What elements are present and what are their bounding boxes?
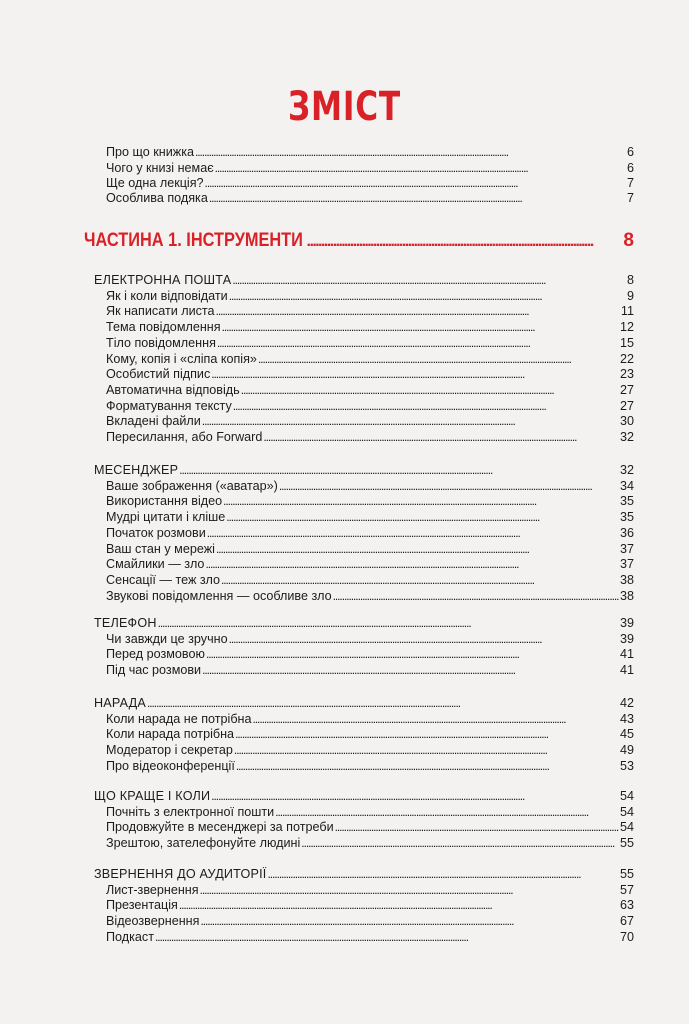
toc-entry-page-number: 15 (619, 335, 634, 350)
toc-entry-label: Як і коли відповідати (106, 288, 228, 303)
intro-entry-label: Особлива подяка (106, 191, 208, 205)
toc-entry (106, 413, 634, 429)
dot-leader (232, 272, 626, 288)
toc-entry (106, 429, 634, 445)
toc-entry (106, 804, 634, 820)
toc-entry-page-number: 27 (619, 382, 634, 397)
toc-entry-page-number: 49 (619, 743, 634, 758)
toc-entry-label: Тіло повідомлення (106, 335, 216, 350)
dot-leader (205, 556, 619, 572)
dot-leader (335, 819, 619, 835)
part-heading (84, 228, 634, 254)
section-heading-page-number: 54 (619, 789, 634, 803)
toc-entry-page-number: 57 (619, 882, 634, 897)
toc-entry (106, 646, 634, 662)
toc-entry-page-number: 41 (619, 663, 634, 678)
section-heading-label: НАРАДА (94, 696, 146, 710)
toc-entry (106, 351, 634, 367)
toc-entry-label: Як написати листа (106, 304, 215, 319)
dot-leader (333, 588, 619, 604)
intro-entry (106, 160, 634, 176)
toc-entry-page-number: 55 (619, 836, 634, 851)
toc-entry (106, 556, 634, 572)
toc-entry-page-number: 36 (619, 525, 634, 540)
section-heading-label: ЕЛЕКТРОННА ПОШТА (94, 273, 232, 287)
section-heading (94, 462, 634, 478)
intro-entry-label: Про що книжка (106, 145, 194, 159)
dot-leader (179, 462, 619, 478)
dot-leader (155, 929, 619, 945)
toc-entry-page-number: 45 (619, 727, 634, 742)
toc-entry-label: Зрештою, зателефонуйте людині (106, 836, 301, 851)
section-heading-page-number: 42 (619, 696, 634, 710)
toc-entry (106, 662, 634, 678)
toc-entry-page-number: 11 (620, 304, 634, 319)
dot-leader (234, 742, 619, 758)
toc-entry (106, 572, 634, 588)
toc-entry-page-number: 34 (619, 478, 634, 493)
toc-entry-label: Презентація (106, 898, 178, 913)
dot-leader (268, 866, 619, 882)
toc-entry-page-number: 67 (619, 914, 634, 929)
intro-entry-label: Ще одна лекція? (106, 176, 204, 190)
toc-entry (106, 478, 634, 494)
toc-entry-page-number: 70 (619, 929, 634, 944)
toc-entry-page-number: 35 (619, 494, 634, 509)
dot-leader (195, 144, 626, 160)
section-heading (94, 272, 634, 288)
dot-leader (147, 695, 619, 711)
toc-entry-label: Сенсації — теж зло (106, 572, 220, 587)
toc-entry-page-number: 37 (619, 557, 634, 572)
dot-leader (211, 788, 619, 804)
part-page-number: 8 (623, 230, 634, 251)
dot-leader (211, 366, 619, 382)
toc-entry (106, 631, 634, 647)
toc-entry-page-number: 32 (619, 430, 634, 444)
toc-entry-page-number: 43 (619, 711, 634, 726)
toc-entry (106, 835, 634, 851)
toc-entry-label: Використання відео (106, 494, 223, 509)
toc-entry-label: Коли нарада потрібна (106, 727, 235, 742)
section-heading-page-number: 8 (626, 273, 634, 287)
toc-entry (106, 509, 634, 525)
section-heading (94, 788, 634, 804)
dot-leader (217, 335, 619, 351)
toc-entry-label: Продовжуйте в месенджері за потреби (106, 820, 334, 835)
toc-entry (106, 541, 634, 557)
toc-entry-label: Автоматична відповідь (106, 382, 240, 397)
page-title: ЗМІСТ (288, 84, 401, 130)
dot-leader (200, 882, 619, 898)
toc-entry-page-number: 35 (619, 510, 634, 525)
section-heading (94, 695, 634, 711)
toc-entry-label: Подкаст (106, 929, 154, 944)
toc-entry-label: Про відеоконференції (106, 758, 235, 773)
dot-leader (209, 190, 626, 206)
intro-entry-label: Чого у книзі немає (106, 161, 214, 175)
dot-leader (236, 758, 619, 774)
dot-leader (206, 646, 619, 662)
section-heading-page-number: 55 (619, 867, 634, 881)
dot-leader (279, 478, 619, 494)
toc-entry (106, 288, 634, 304)
toc-entry (106, 711, 634, 727)
dot-leader (202, 413, 619, 429)
toc-entry-page-number: 54 (619, 820, 634, 835)
toc-entry (106, 588, 634, 604)
dot-leader (216, 303, 620, 319)
dot-leader (179, 897, 619, 913)
toc-entry-page-number: 37 (619, 541, 634, 556)
section-heading-label: ЗВЕРНЕННЯ ДО АУДИТОРІЇ (94, 867, 267, 881)
part-title: ЧАСТИНА 1. ІНСТРУМЕНТИ (84, 230, 303, 251)
toc-entry-page-number: 63 (619, 898, 634, 913)
dot-leader (200, 913, 619, 929)
dot-leader (202, 662, 619, 678)
dot-leader (241, 382, 619, 398)
dot-leader (207, 525, 619, 541)
toc-entry-page-number: 53 (619, 758, 634, 773)
toc-entry (106, 398, 634, 414)
toc-entry (106, 742, 634, 758)
toc-entry-label: Почніть з електронної пошти (106, 804, 275, 819)
toc-entry (106, 897, 634, 913)
toc-entry (106, 335, 634, 351)
dot-leader (233, 398, 619, 414)
dot-leader (226, 509, 619, 525)
toc-entry-label: Тема повідомлення (106, 320, 221, 335)
toc-entry-label: Звукові повідомлення — особливе зло (106, 588, 332, 603)
dot-leader (221, 572, 619, 588)
intro-entry-page-number: 7 (626, 176, 634, 190)
toc-entry-label: Пересилання, або Forward (106, 430, 263, 444)
intro-entry-page-number: 6 (626, 161, 634, 175)
dot-leader (215, 160, 626, 176)
dot-leader (301, 835, 619, 851)
section-heading-page-number: 39 (619, 616, 634, 630)
toc-entry (106, 758, 634, 774)
toc-entry-label: Перед розмовою (106, 647, 205, 662)
toc-entry-page-number: 38 (619, 572, 634, 587)
dot-leader (216, 541, 619, 557)
toc-entry (106, 319, 634, 335)
dot-leader (263, 429, 619, 445)
dot-leader (158, 615, 619, 631)
toc-entry (106, 303, 634, 319)
dot-leader (235, 726, 619, 742)
section-heading-label: МЕСЕНДЖЕР (94, 463, 179, 477)
toc-entry-page-number: 30 (619, 414, 634, 429)
toc-entry (106, 382, 634, 398)
toc-entry-label: Під час розмови (106, 663, 202, 678)
toc-entry-label: Вкладені файли (106, 414, 201, 429)
toc-entry-label: Модератор і секретар (106, 743, 233, 758)
intro-entry (106, 175, 634, 191)
toc-entry-label: Смайлики — зло (106, 557, 205, 572)
section-heading (94, 866, 634, 882)
dot-leader (222, 319, 619, 335)
toc-entry (106, 493, 634, 509)
toc-entry-page-number: 9 (626, 288, 634, 303)
toc-entry-label: Ваш стан у мережі (106, 541, 215, 556)
dot-leader (223, 493, 619, 509)
toc-entry-page-number: 38 (619, 588, 634, 603)
dot-leader (229, 631, 619, 647)
toc-entry (106, 819, 634, 835)
section-heading (94, 615, 634, 631)
dot-leader (205, 175, 626, 191)
section-heading-label: ЩО КРАЩЕ І КОЛИ (94, 789, 211, 803)
toc-entry-page-number: 41 (619, 647, 634, 662)
toc-entry-page-number: 12 (619, 320, 634, 335)
toc-entry-page-number: 39 (619, 631, 634, 646)
toc-entry (106, 525, 634, 541)
section-heading-page-number: 32 (619, 463, 634, 477)
toc-entry (106, 726, 634, 742)
toc-entry-label: Кому, копія і «сліпа копія» (106, 351, 257, 366)
toc-entry-label: Особистий підпис (106, 367, 211, 382)
intro-entry (106, 190, 634, 206)
toc-entry-page-number: 22 (619, 351, 634, 366)
toc-entry-page-number: 23 (619, 367, 634, 382)
toc-entry-page-number: 27 (619, 398, 634, 413)
toc-entry-label: Ваше зображення («аватар») (106, 478, 278, 493)
section-heading-label: ТЕЛЕФОН (94, 616, 157, 630)
dot-leader (258, 351, 619, 367)
dot-leader (253, 711, 619, 727)
dot-leader (275, 804, 619, 820)
toc-entry-label: Форматування тексту (106, 398, 232, 413)
dot-leader (229, 288, 626, 304)
toc-entry-page-number: 54 (619, 804, 634, 819)
intro-entry-page-number: 6 (626, 145, 634, 159)
dot-leader (307, 228, 620, 254)
toc-entry (106, 882, 634, 898)
toc-entry (106, 913, 634, 929)
toc-entry-label: Коли нарада не потрібна (106, 711, 252, 726)
toc-entry-label: Мудрі цитати і кліше (106, 510, 226, 525)
toc-entry-label: Початок розмови (106, 525, 206, 540)
toc-entry (106, 929, 634, 945)
toc-entry-label: Відеозвернення (106, 914, 200, 929)
toc-entry-label: Чи завжди це зручно (106, 631, 228, 646)
intro-entry-page-number: 7 (626, 191, 634, 205)
toc-entry (106, 366, 634, 382)
intro-entry (106, 144, 634, 160)
toc-entry-label: Лист-звернення (106, 882, 199, 897)
